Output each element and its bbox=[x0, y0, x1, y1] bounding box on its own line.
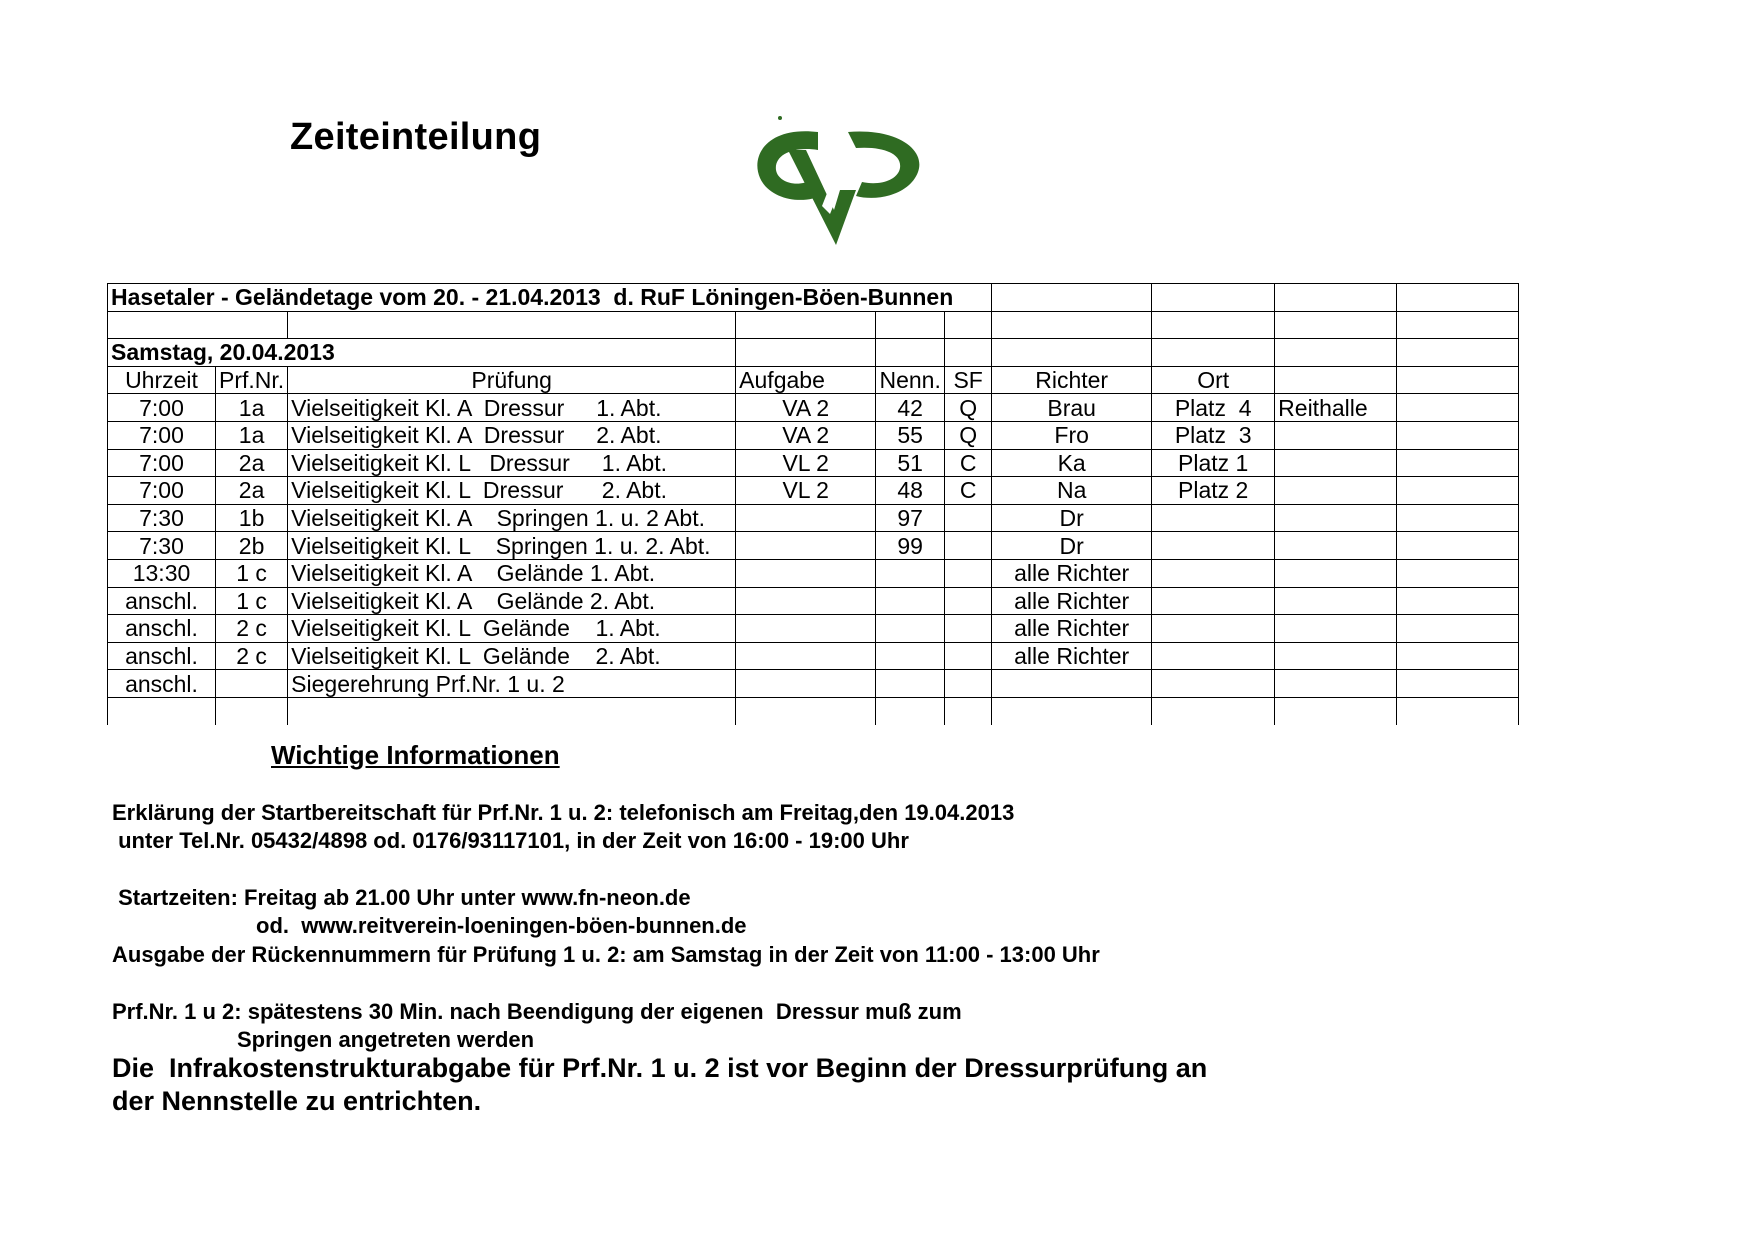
header-uhrzeit: Uhrzeit bbox=[108, 366, 216, 394]
cell-aufgabe bbox=[736, 587, 876, 615]
cell-empty bbox=[1397, 504, 1519, 532]
info-line: unter Tel.Nr. 05432/4898 od. 0176/93117101, in der Zeit von 16:00 - 19:00 Uhr bbox=[112, 828, 909, 853]
cell-extra bbox=[1275, 532, 1397, 560]
info-line: Springen angetreten werden bbox=[237, 1027, 535, 1052]
cell-richter: Dr bbox=[992, 504, 1152, 532]
cell-pruefung: Vielseitigkeit Kl. A Dressur 1. Abt. bbox=[288, 394, 736, 422]
cell-empty bbox=[1397, 615, 1519, 643]
cell-richter: alle Richter bbox=[992, 587, 1152, 615]
schedule-row bbox=[108, 587, 1519, 615]
cell-aufgabe: VL 2 bbox=[736, 449, 876, 477]
header-aufgabe: Aufgabe bbox=[736, 366, 876, 394]
date-row bbox=[108, 339, 1519, 367]
cell-sf bbox=[945, 504, 992, 532]
cell-prfnr: 1 c bbox=[216, 587, 288, 615]
cell-extra bbox=[1275, 642, 1397, 670]
cell-nenn bbox=[876, 642, 945, 670]
cell-ort bbox=[1152, 587, 1275, 615]
cell-aufgabe bbox=[736, 504, 876, 532]
cell-pruefung: Vielseitigkeit Kl. L Springen 1. u. 2. Abt. bbox=[288, 532, 736, 560]
schedule-row bbox=[108, 449, 1519, 477]
event-title: Hasetaler - Geländetage vom 20. - 21.04.2013 d. RuF Löningen-Böen-Bunnen bbox=[108, 284, 992, 312]
cell-uhrzeit: 7:00 bbox=[108, 449, 216, 477]
cell-richter: alle Richter bbox=[992, 615, 1152, 643]
cell-aufgabe bbox=[736, 559, 876, 587]
cell-extra bbox=[1275, 615, 1397, 643]
cell-ort: Platz 4 bbox=[1152, 394, 1275, 422]
cell-prfnr: 2 c bbox=[216, 642, 288, 670]
cell-prfnr: 1b bbox=[216, 504, 288, 532]
date-label: Samstag, 20.04.2013 bbox=[108, 339, 736, 367]
cell-richter: alle Richter bbox=[992, 642, 1152, 670]
cell-sf bbox=[945, 559, 992, 587]
header-ort: Ort bbox=[1152, 366, 1275, 394]
schedule-row bbox=[108, 394, 1519, 422]
cell-sf: Q bbox=[945, 421, 992, 449]
cell-ort: Platz 1 bbox=[1152, 449, 1275, 477]
header-pruefung: Prüfung bbox=[288, 366, 736, 394]
cell-nenn bbox=[876, 559, 945, 587]
cell-pruefung: Vielseitigkeit Kl. A Springen 1. u. 2 Abt. bbox=[288, 504, 736, 532]
cell-richter: Dr bbox=[992, 532, 1152, 560]
cell-sf: C bbox=[945, 477, 992, 505]
cell-pruefung: Vielseitigkeit Kl. A Gelände 1. Abt. bbox=[288, 559, 736, 587]
header-prfnr: Prf.Nr. bbox=[216, 366, 288, 394]
cell-empty bbox=[1397, 449, 1519, 477]
cell-aufgabe bbox=[736, 670, 876, 698]
cell-empty bbox=[1397, 394, 1519, 422]
cell-pruefung: Vielseitigkeit Kl. L Dressur 2. Abt. bbox=[288, 477, 736, 505]
schedule-row bbox=[108, 670, 1519, 698]
event-title-row bbox=[108, 284, 1519, 312]
info-line: Erklärung der Startbereitschaft für Prf.Nr. 1 u. 2: telefonisch am Freitag,den 19.04.2013 bbox=[112, 800, 1015, 825]
info-heading: Wichtige Informationen bbox=[271, 740, 560, 770]
cell-uhrzeit: 7:30 bbox=[108, 504, 216, 532]
header-richter: Richter bbox=[992, 366, 1152, 394]
cell-sf bbox=[945, 670, 992, 698]
cell-empty bbox=[1397, 421, 1519, 449]
cell-ort bbox=[1152, 559, 1275, 587]
cell-uhrzeit: 7:30 bbox=[108, 532, 216, 560]
cell-nenn bbox=[876, 587, 945, 615]
schedule-row bbox=[108, 642, 1519, 670]
cell-nenn: 97 bbox=[876, 504, 945, 532]
cell-empty bbox=[1397, 559, 1519, 587]
cell-uhrzeit: anschl. bbox=[108, 642, 216, 670]
cell-ort bbox=[1152, 670, 1275, 698]
cell-prfnr: 2b bbox=[216, 532, 288, 560]
cell-nenn: 55 bbox=[876, 421, 945, 449]
cell-extra bbox=[1275, 670, 1397, 698]
cell-nenn: 48 bbox=[876, 477, 945, 505]
schedule-row bbox=[108, 559, 1519, 587]
club-emblem-icon bbox=[748, 110, 928, 260]
empty-row bbox=[108, 311, 1519, 339]
cell-richter: Brau bbox=[992, 394, 1152, 422]
info-line: od. www.reitverein-loeningen-böen-bunnen.de bbox=[256, 913, 747, 938]
cell-sf bbox=[945, 587, 992, 615]
cell-richter: Na bbox=[992, 477, 1152, 505]
cell-uhrzeit: anschl. bbox=[108, 587, 216, 615]
cell-aufgabe: VL 2 bbox=[736, 477, 876, 505]
info-line: der Nennstelle zu entrichten. bbox=[112, 1086, 482, 1116]
cell-empty bbox=[1397, 477, 1519, 505]
cell-ort bbox=[1152, 532, 1275, 560]
empty-row bbox=[108, 697, 1519, 724]
cell-sf: Q bbox=[945, 394, 992, 422]
cell-pruefung: Vielseitigkeit Kl. L Gelände 1. Abt. bbox=[288, 615, 736, 643]
cell-extra bbox=[1275, 421, 1397, 449]
cell-extra bbox=[1275, 477, 1397, 505]
cell-richter bbox=[992, 670, 1152, 698]
schedule-row bbox=[108, 615, 1519, 643]
cell-nenn: 42 bbox=[876, 394, 945, 422]
info-line: Startzeiten: Freitag ab 21.00 Uhr unter www.fn-neon.de bbox=[112, 885, 691, 910]
cell-uhrzeit: 13:30 bbox=[108, 559, 216, 587]
cell-aufgabe bbox=[736, 615, 876, 643]
cell-extra bbox=[1275, 449, 1397, 477]
cell-uhrzeit: 7:00 bbox=[108, 477, 216, 505]
cell-extra bbox=[1275, 559, 1397, 587]
cell-aufgabe bbox=[736, 642, 876, 670]
cell-extra bbox=[1275, 587, 1397, 615]
cell-pruefung: Vielseitigkeit Kl. L Gelände 2. Abt. bbox=[288, 642, 736, 670]
cell-extra: Reithalle bbox=[1275, 394, 1397, 422]
info-line: Prf.Nr. 1 u 2: spätestens 30 Min. nach Beendigung der eigenen Dressur muß zum bbox=[112, 999, 962, 1024]
cell-pruefung: Vielseitigkeit Kl. L Dressur 1. Abt. bbox=[288, 449, 736, 477]
cell-ort: Platz 2 bbox=[1152, 477, 1275, 505]
header-nenn: Nenn. bbox=[876, 366, 945, 394]
cell-prfnr: 1a bbox=[216, 394, 288, 422]
cell-nenn bbox=[876, 670, 945, 698]
cell-uhrzeit: 7:00 bbox=[108, 394, 216, 422]
cell-aufgabe bbox=[736, 532, 876, 560]
cell-pruefung: Vielseitigkeit Kl. A Dressur 2. Abt. bbox=[288, 421, 736, 449]
cell-nenn: 99 bbox=[876, 532, 945, 560]
cell-sf: C bbox=[945, 449, 992, 477]
cell-prfnr: 2a bbox=[216, 449, 288, 477]
cell-sf bbox=[945, 532, 992, 560]
cell-uhrzeit: anschl. bbox=[108, 615, 216, 643]
cell-prfnr: 1 c bbox=[216, 559, 288, 587]
schedule-row bbox=[108, 477, 1519, 505]
cell-ort bbox=[1152, 642, 1275, 670]
cell-prfnr bbox=[216, 670, 288, 698]
cell-richter: alle Richter bbox=[992, 559, 1152, 587]
cell-empty bbox=[1397, 532, 1519, 560]
info-line: Ausgabe der Rückennummern für Prüfung 1 u. 2: am Samstag in der Zeit von 11:00 - 13:00 Uhr bbox=[112, 942, 1100, 967]
info-line: Die Infrakostenstrukturabgabe für Prf.Nr. 1 u. 2 ist vor Beginn der Dressurprüfung an bbox=[112, 1053, 1208, 1083]
schedule-row bbox=[108, 532, 1519, 560]
schedule-row bbox=[108, 421, 1519, 449]
cell-empty bbox=[1397, 587, 1519, 615]
page-title: Zeiteinteilung bbox=[290, 116, 542, 158]
cell-empty bbox=[1397, 670, 1519, 698]
cell-nenn bbox=[876, 615, 945, 643]
cell-richter: Fro bbox=[992, 421, 1152, 449]
cell-nenn: 51 bbox=[876, 449, 945, 477]
header-sf: SF bbox=[945, 366, 992, 394]
cell-ort bbox=[1152, 504, 1275, 532]
cell-uhrzeit: 7:00 bbox=[108, 421, 216, 449]
cell-prfnr: 2 c bbox=[216, 615, 288, 643]
cell-ort: Platz 3 bbox=[1152, 421, 1275, 449]
schedule-table bbox=[107, 283, 1519, 725]
cell-sf bbox=[945, 642, 992, 670]
cell-pruefung: Siegerehrung Prf.Nr. 1 u. 2 bbox=[288, 670, 736, 698]
cell-ort bbox=[1152, 615, 1275, 643]
cell-aufgabe: VA 2 bbox=[736, 394, 876, 422]
cell-sf bbox=[945, 615, 992, 643]
header-row bbox=[108, 366, 1519, 394]
cell-extra bbox=[1275, 504, 1397, 532]
schedule-row bbox=[108, 504, 1519, 532]
cell-aufgabe: VA 2 bbox=[736, 421, 876, 449]
cell-prfnr: 2a bbox=[216, 477, 288, 505]
cell-prfnr: 1a bbox=[216, 421, 288, 449]
cell-richter: Ka bbox=[992, 449, 1152, 477]
cell-empty bbox=[1397, 642, 1519, 670]
cell-uhrzeit: anschl. bbox=[108, 670, 216, 698]
cell-pruefung: Vielseitigkeit Kl. A Gelände 2. Abt. bbox=[288, 587, 736, 615]
